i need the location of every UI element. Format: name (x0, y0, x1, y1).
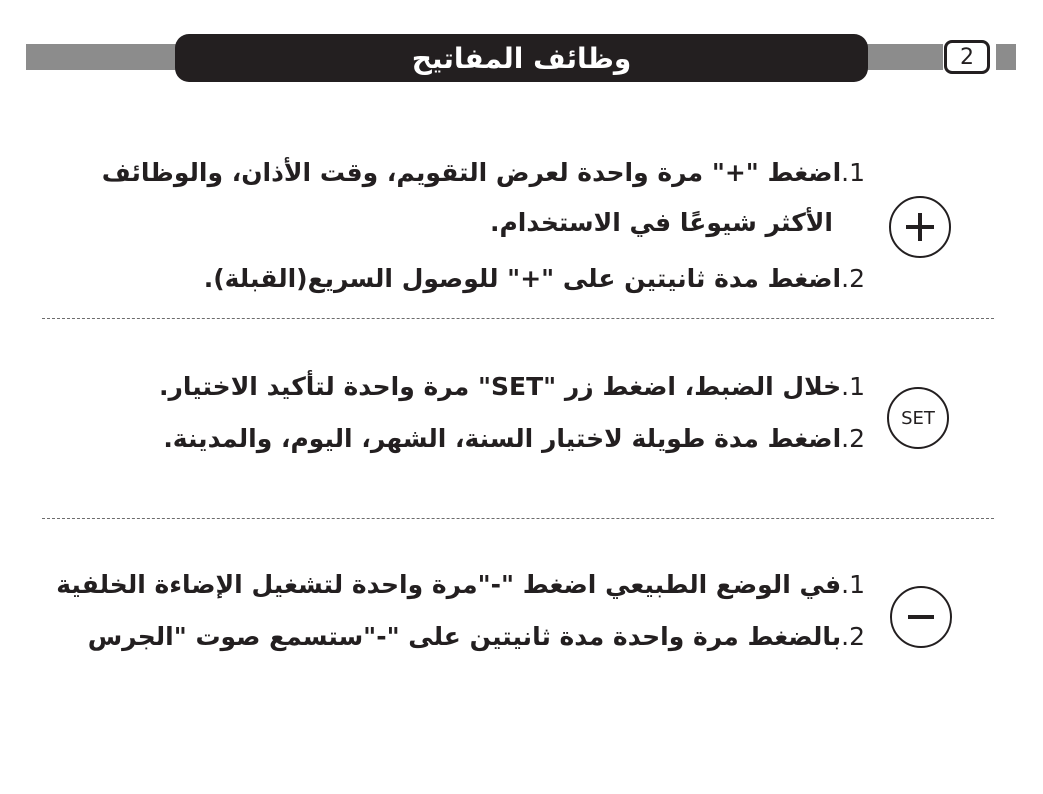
page-number: 2 (944, 40, 990, 74)
line-text: خلال الضبط، اضغط زر "SET" مرة واحدة لتأكيد الاختيار. (158, 372, 842, 401)
line-text: اضغط "+" مرة واحدة لعرض التقويم، وقت الأذان، والوظائف (101, 158, 842, 187)
plus-icon (889, 196, 951, 258)
line-number: 1. (841, 570, 865, 599)
plus-line-1-cont (490, 208, 833, 237)
divider (42, 318, 994, 319)
minus-line-1 (56, 570, 865, 599)
line-number: 1. (841, 372, 865, 401)
set-key-icon: SET (887, 387, 949, 449)
set-line-1 (159, 372, 865, 401)
line-number: 1. (841, 158, 865, 187)
minus-line-2 (88, 622, 865, 651)
line-number: 2. (841, 264, 865, 293)
minus-icon (890, 586, 952, 648)
line-text: اضغط مدة ثانيتين على "+" للوصول السريع(القبلة). (203, 264, 842, 293)
header-bar-left (26, 44, 196, 70)
line-text: الأكثر شيوعًا في الاستخدام. (489, 208, 833, 237)
line-text: اضغط مدة طويلة لاختيار السنة، الشهر، اليوم، والمدينة. (163, 424, 842, 453)
plus-line-2 (204, 264, 865, 293)
header-bar-tail (996, 44, 1016, 70)
line-number: 2. (841, 424, 865, 453)
page-title: وظائف المفاتيح (175, 34, 868, 82)
line-text: بالضغط مرة واحدة مدة ثانيتين على "-"ستسمع صوت "الجرس (87, 622, 842, 651)
plus-line-1 (102, 158, 865, 187)
line-number: 2. (841, 622, 865, 651)
line-text: في الوضع الطبيعي اضغط "-"مرة واحدة لتشغيل الإضاءة الخلفية (56, 570, 842, 599)
set-line-2 (163, 424, 865, 453)
divider (42, 518, 994, 519)
